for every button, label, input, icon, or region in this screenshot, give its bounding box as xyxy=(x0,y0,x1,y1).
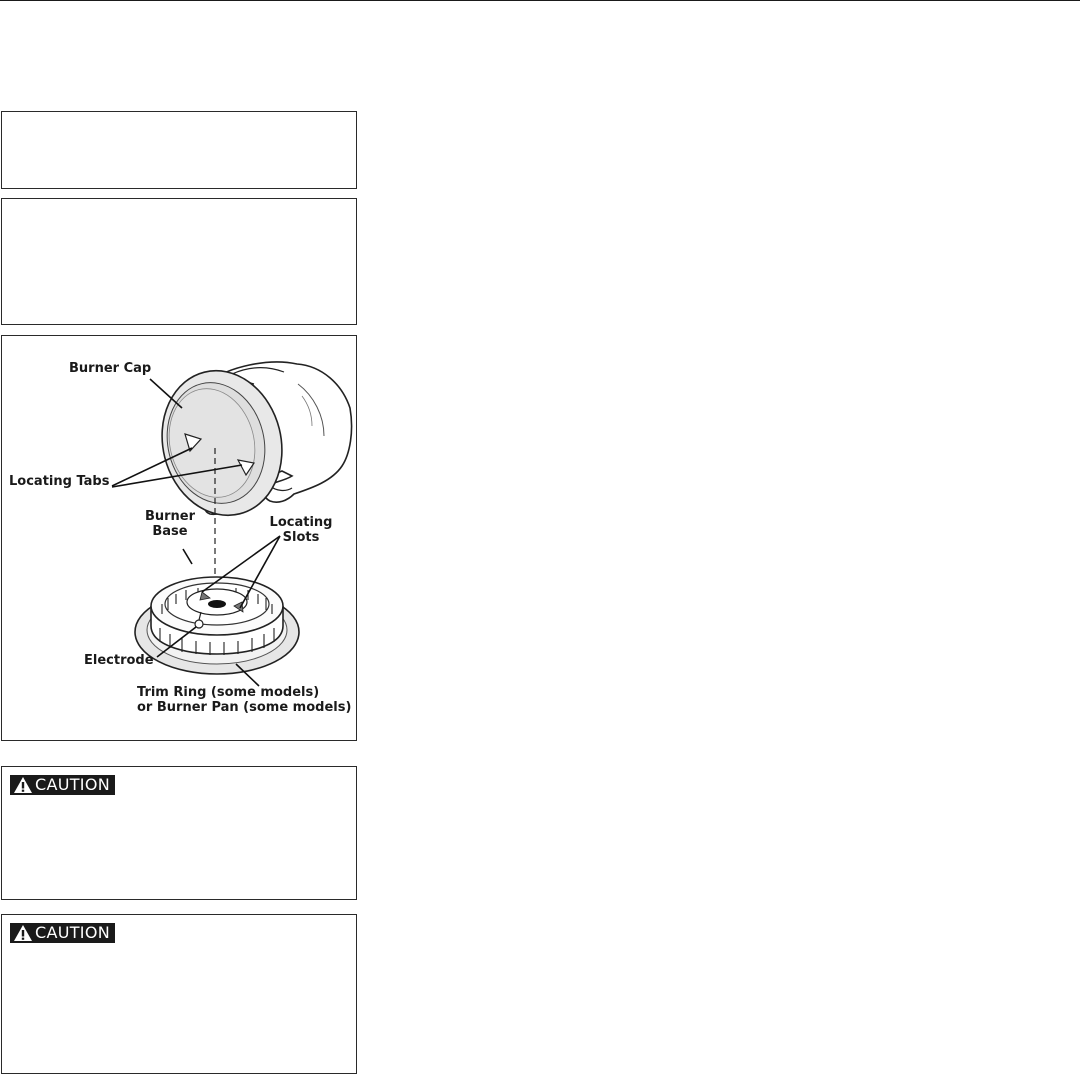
label-trim-ring-line1: Trim Ring (some models) xyxy=(137,685,320,700)
burner-assembly-figure xyxy=(1,335,357,741)
label-burner-cap: Burner Cap xyxy=(69,361,152,376)
warning-triangle-icon xyxy=(13,924,33,942)
caution-badge xyxy=(10,775,115,795)
label-burner-base-line1: Burner xyxy=(144,509,196,524)
label-locating-tabs: Locating Tabs xyxy=(9,474,110,489)
label-trim-ring-line2: or Burner Pan (some models) xyxy=(137,700,352,715)
label-trim-ring xyxy=(137,685,351,715)
page-top-rule xyxy=(0,0,1080,1)
label-burner-base xyxy=(135,509,205,539)
caution-box-2 xyxy=(1,914,357,1074)
caution-box-1 xyxy=(1,766,357,900)
caution-label: CAUTION xyxy=(35,775,110,794)
caution-badge xyxy=(10,923,115,943)
label-locating-slots xyxy=(264,515,338,545)
text-box-2 xyxy=(1,198,357,325)
label-locating-slots-line2: Slots xyxy=(282,530,320,545)
warning-triangle-icon xyxy=(13,776,33,794)
label-locating-slots-line1: Locating xyxy=(269,515,333,530)
label-burner-base-line2: Base xyxy=(152,524,188,539)
label-electrode: Electrode xyxy=(84,653,154,668)
caution-label: CAUTION xyxy=(35,923,110,942)
text-box-1 xyxy=(1,111,357,189)
